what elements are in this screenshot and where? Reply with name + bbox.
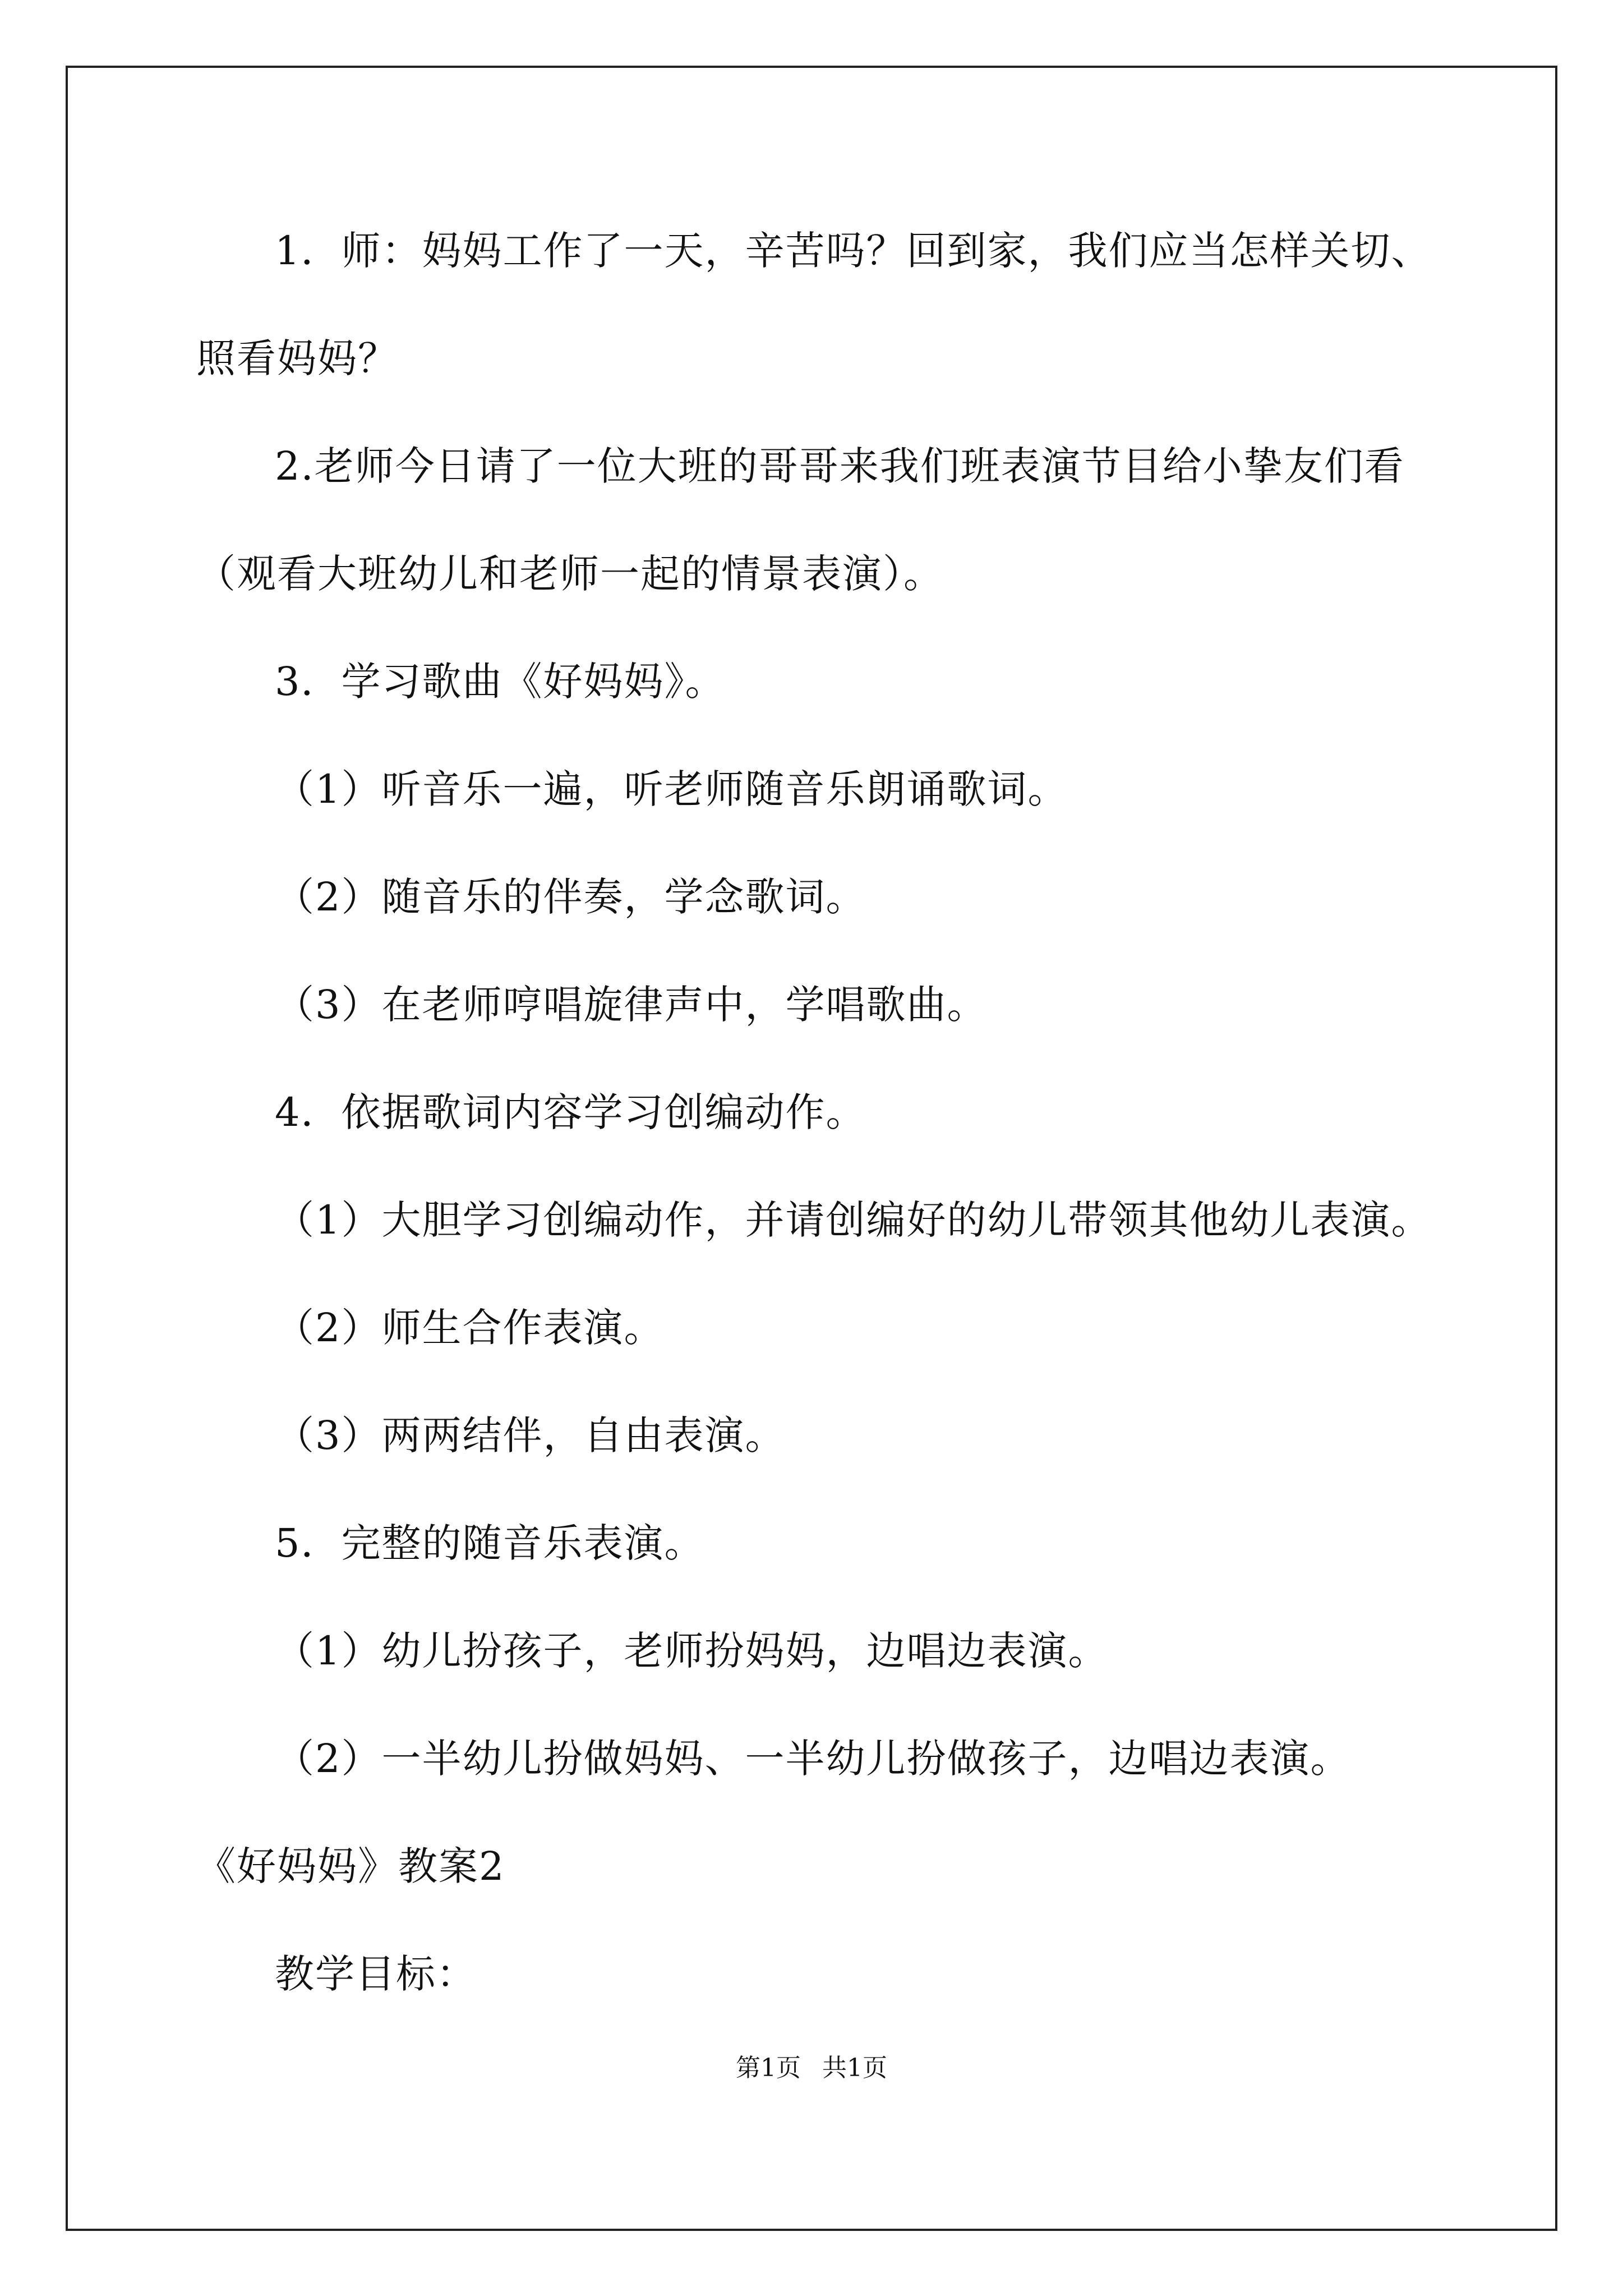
text-line: （1）听音乐一遍，听老师随音乐朗诵歌词。 bbox=[275, 766, 1068, 812]
text-line: （3）在老师哼唱旋律声中，学唱歌曲。 bbox=[275, 982, 988, 1028]
text-line: （观看大班幼儿和老师一起的情景表演）。 bbox=[196, 551, 944, 597]
text-line: 4．依据歌词内容学习创编动作。 bbox=[275, 1089, 866, 1135]
text-line: 3．学习歌曲《好妈妈》。 bbox=[275, 659, 726, 705]
text-line: （2）随音乐的伴奏，学念歌词。 bbox=[275, 874, 866, 920]
page-border bbox=[66, 66, 1557, 2231]
text-line: 教学目标： bbox=[275, 1951, 477, 1997]
text-line: （1）幼儿扮孩子，老师扮妈妈，边唱边表演。 bbox=[275, 1628, 1109, 1674]
text-line: 2.老师今日请了一位大班的哥哥来我们班表演节目给小挚友们看 bbox=[275, 443, 1405, 489]
text-line: 照看妈妈？ bbox=[196, 335, 398, 381]
section-heading: 《好妈妈》教案2 bbox=[196, 1843, 505, 1889]
text-line: （2）一半幼儿扮做妈妈、一半幼儿扮做孩子，边唱边表演。 bbox=[275, 1736, 1351, 1782]
page-footer: 第1页 共1页 bbox=[736, 2054, 887, 2082]
text-line: （2）师生合作表演。 bbox=[275, 1305, 665, 1351]
text-line: 1．师：妈妈工作了一天，辛苦吗？回到家，我们应当怎样关切、 bbox=[275, 228, 1432, 274]
text-line: 5．完整的随音乐表演。 bbox=[275, 1520, 705, 1566]
text-line: （1）大胆学习创编动作，并请创编好的幼儿带领其他幼儿表演。 bbox=[275, 1197, 1432, 1243]
text-line: （3）两两结伴，自由表演。 bbox=[275, 1412, 786, 1458]
